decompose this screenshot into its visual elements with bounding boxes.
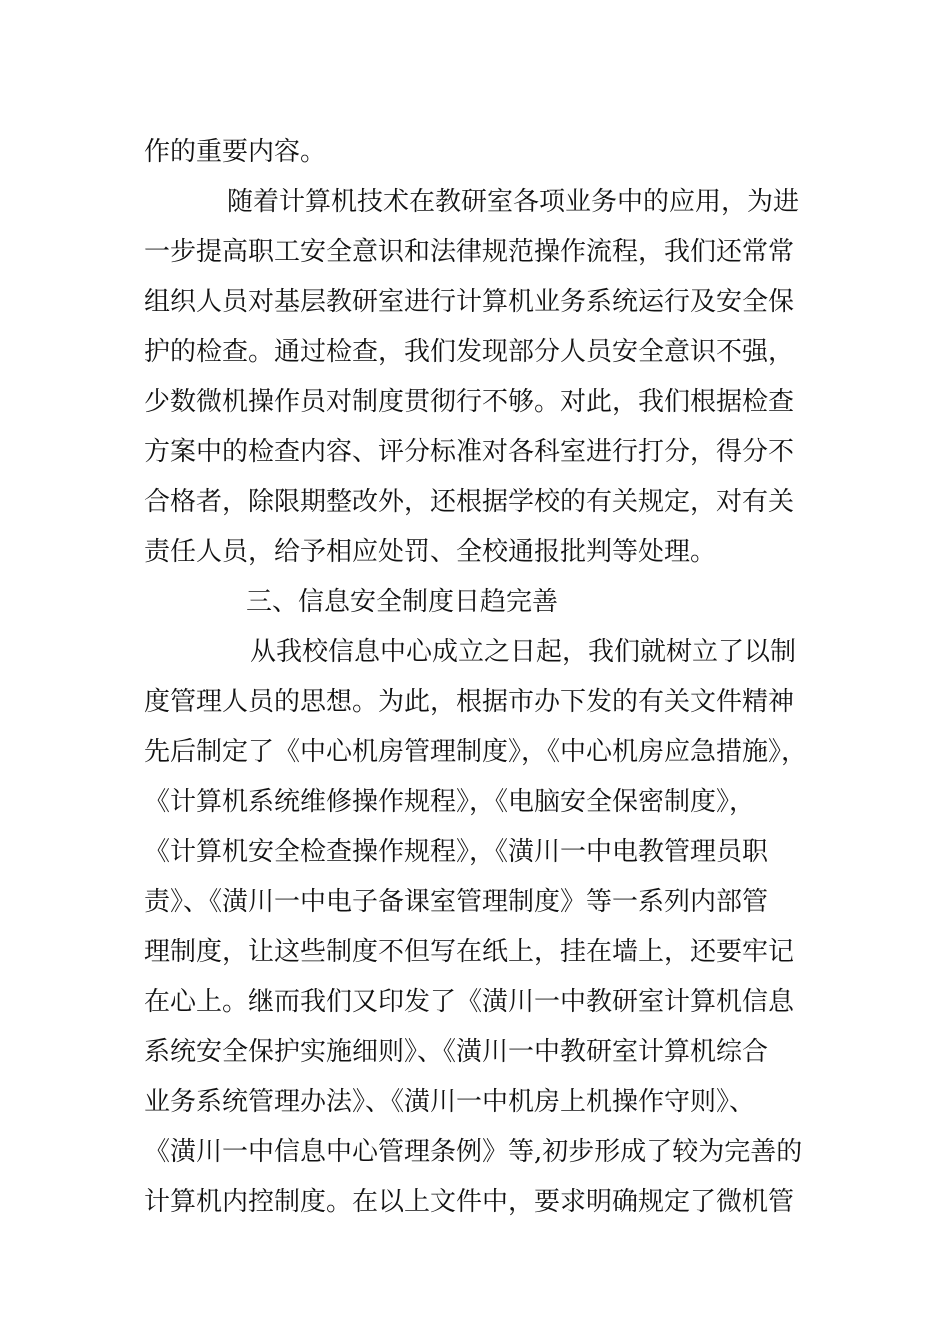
text-line-13: 先后制定了《中心机房管理制度》，《中心机房应急措施》，: [144, 737, 808, 767]
text-line-8: 合格者，除限期整改外，还根据学校的有关规定，对有关: [144, 487, 795, 517]
text-line-4: 组织人员对基层教研室进行计算机业务系统运行及安全保: [144, 287, 795, 317]
text-line-14: 《计算机系统维修操作规程》，《电脑安全保密制度》，: [144, 787, 756, 817]
text-line-18: 在心上。继而我们又印发了《潢川一中教研室计算机信息: [144, 987, 795, 1017]
text-line-6: 少数微机操作员对制度贯彻行不够。对此，我们根据检查: [144, 387, 795, 417]
text-line-21: 《潢川一中信息中心管理条例》等,初步形成了较为完善的: [144, 1137, 803, 1167]
text-line-2: 随着计算机技术在教研室各项业务中的应用，为进: [227, 187, 800, 217]
text-line-1: 作的重要内容。: [144, 137, 327, 167]
text-line-12: 度管理人员的思想。为此，根据市办下发的有关文件精神: [144, 687, 795, 717]
text-line-16: 责》、《潢川一中电子备课室管理制度》等一系列内部管: [144, 887, 769, 917]
text-line-15: 《计算机安全检查操作规程》，《潢川一中电教管理员职: [144, 837, 769, 867]
text-line-3: 一步提高职工安全意识和法律规范操作流程，我们还常常: [144, 237, 795, 267]
text-line-9: 责任人员，给予相应处罚、全校通报批判等处理。: [144, 537, 717, 567]
text-line-11: 从我校信息中心成立之日起，我们就树立了以制: [250, 637, 797, 667]
section-heading: 三、信息安全制度日趋完善: [246, 587, 559, 617]
text-line-7: 方案中的检查内容、评分标准对各科室进行打分，得分不: [144, 437, 795, 467]
text-line-19: 系统安全保护实施细则》、《潢川一中教研室计算机综合: [144, 1037, 769, 1067]
text-line-20: 业务系统管理办法》、《潢川一中机房上机操作守则》、: [144, 1087, 756, 1117]
text-line-17: 理制度，让这些制度不但写在纸上，挂在墙上，还要牢记: [144, 937, 795, 967]
text-line-22: 计算机内控制度。在以上文件中，要求明确规定了微机管: [144, 1187, 795, 1217]
text-line-5: 护的检查。通过检查，我们发现部分人员安全意识不强，: [144, 337, 795, 367]
